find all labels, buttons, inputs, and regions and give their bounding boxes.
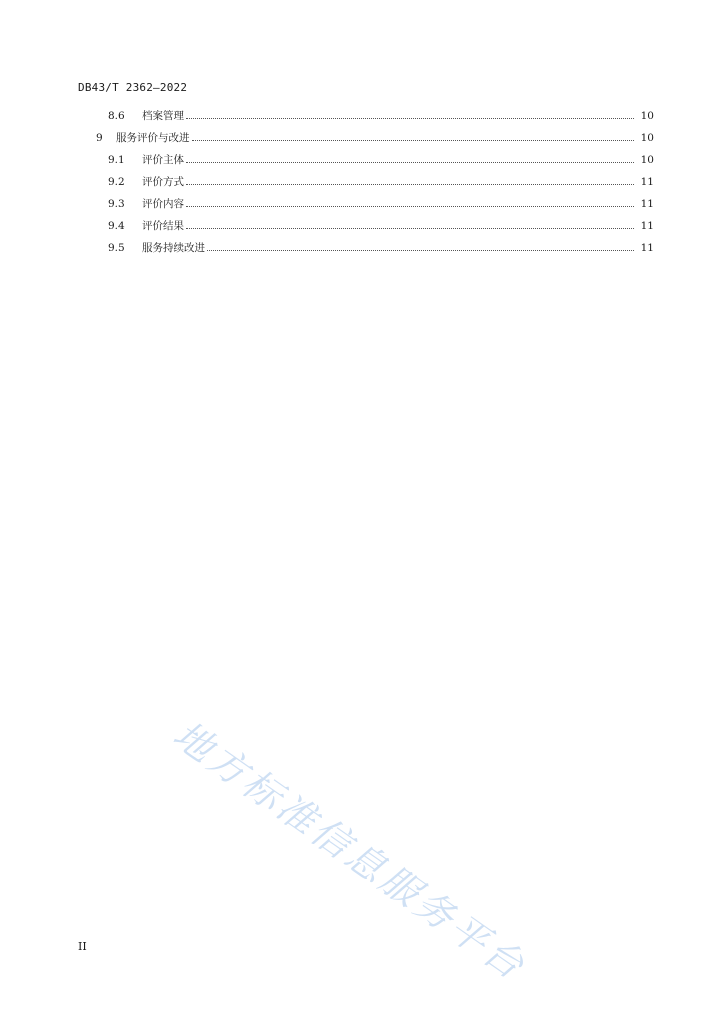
- toc-entry-number: 9.2: [108, 176, 125, 188]
- toc-entry-number: 8.6: [108, 110, 125, 122]
- toc-entry[interactable]: [108, 217, 654, 235]
- toc-entry-title: 档案管理: [142, 110, 184, 122]
- toc-leader-dots: [186, 195, 638, 213]
- toc-entry-number: 9.3: [108, 198, 125, 210]
- toc-entry-page: 11: [640, 176, 654, 188]
- toc-entry-number: 9.5: [108, 242, 125, 254]
- toc-entry-title: 服务持续改进: [142, 242, 205, 254]
- toc-entry[interactable]: [108, 173, 654, 191]
- toc-entry-number: 9.4: [108, 220, 125, 232]
- toc-entry-page: 11: [640, 198, 654, 210]
- toc-entry-number: 9.1: [108, 154, 125, 166]
- document-code: DB43/T 2362—2022: [78, 81, 188, 94]
- toc-entry-page: 10: [640, 132, 654, 144]
- toc-entry-title: 评价结果: [142, 220, 184, 232]
- toc-leader-dots: [192, 129, 639, 147]
- toc-entry-title: 服务评价与改进: [116, 132, 190, 144]
- toc-entry-title: 评价方式: [142, 176, 184, 188]
- toc-entry[interactable]: [108, 107, 654, 125]
- toc-leader-dots: [207, 239, 638, 257]
- toc-entry[interactable]: [108, 195, 654, 213]
- toc-leader-dots: [186, 173, 638, 191]
- toc-leader-dots: [186, 151, 638, 169]
- toc-leader-dots: [186, 107, 638, 125]
- footer-page-number: II: [78, 940, 87, 953]
- toc-entry-page: 11: [640, 220, 654, 232]
- toc-entry-title: 评价主体: [142, 154, 184, 166]
- toc-entry-page: 10: [640, 154, 654, 166]
- toc-entry-number: 9: [96, 132, 103, 144]
- toc-entry[interactable]: [108, 239, 654, 257]
- toc-entry[interactable]: [96, 129, 654, 147]
- toc-entry-page: 10: [640, 110, 654, 122]
- watermark: 地方标准信息服务平台: [165, 712, 535, 990]
- toc-entry-page: 11: [640, 242, 654, 254]
- toc-leader-dots: [186, 217, 638, 235]
- toc-entry[interactable]: [108, 151, 654, 169]
- toc-entry-title: 评价内容: [142, 198, 184, 210]
